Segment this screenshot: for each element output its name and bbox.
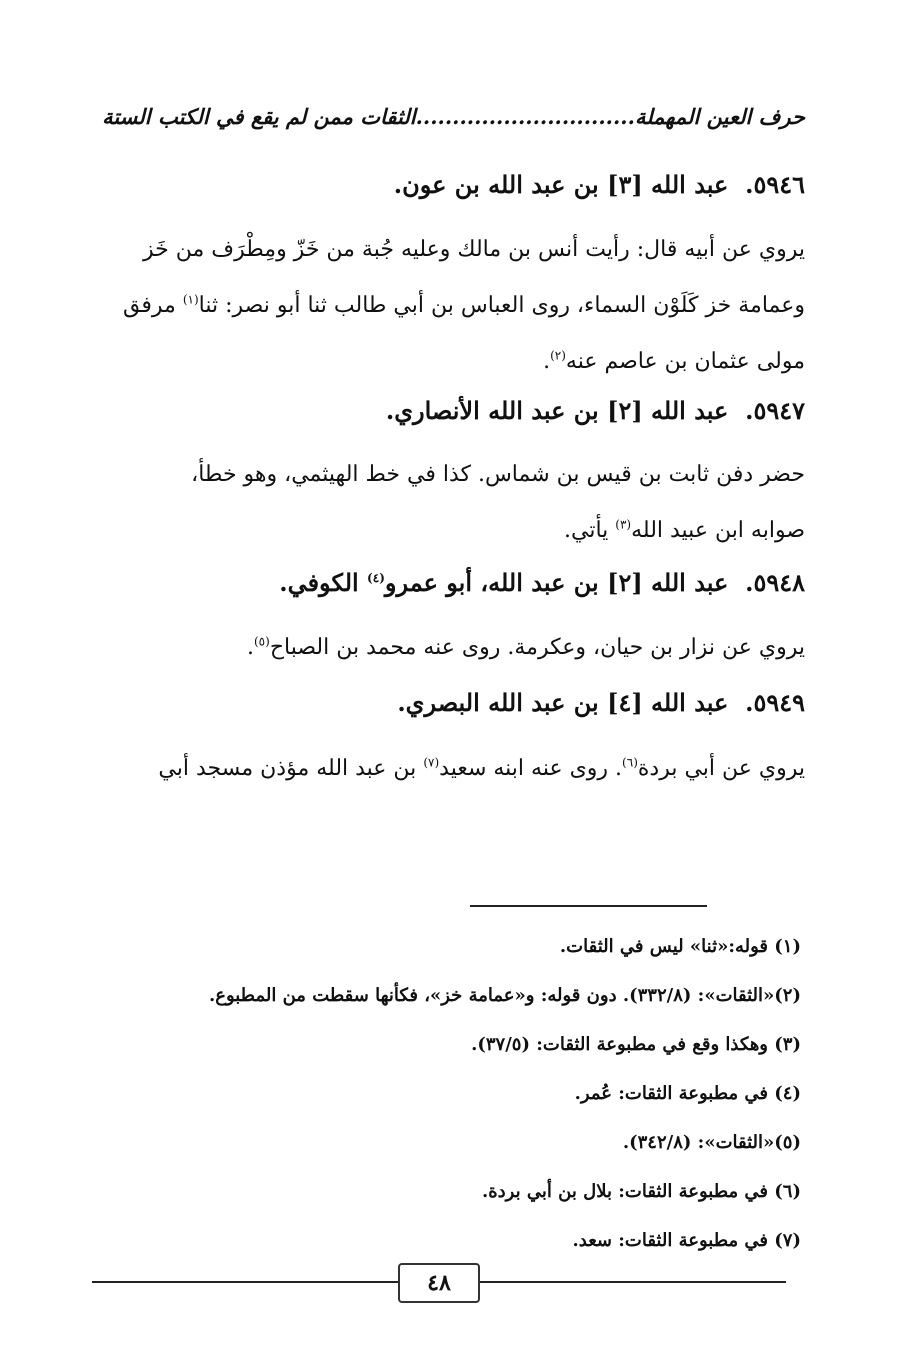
bottom-rule-left [92, 1281, 398, 1283]
running-header [96, 104, 805, 129]
footnote-6: (٦) في مطبوعة الثقات: بلال بن أبي بردة. [481, 1181, 801, 1202]
entry-line: صوابه ابن عبيد الله$^{(٣)}$ يأتي. [564, 517, 805, 543]
entry-number: ٥٩٤٧. [745, 396, 805, 425]
entry-body-5946 [96, 222, 805, 390]
header-chapter: حرف العين المهملة [634, 104, 805, 129]
entry-body-5949 [96, 741, 805, 797]
footnotes [96, 922, 801, 1265]
header-book-title: الثقات ممن لم يقع في الكتب الستة [102, 104, 416, 129]
footnote-5: (٥)«الثقات»: (٣٤٢/٨). [622, 1132, 801, 1153]
entry-number: ٥٩٤٨. [745, 568, 805, 597]
footnote-7: (٧) في مطبوعة الثقات: سعد. [572, 1230, 801, 1251]
footnote-1: (١) قوله:«ثنا» ليس في الثقات. [559, 936, 801, 957]
footnote-3: (٣) وهكذا وقع في مطبوعة الثقات: (٣٧/٥). [471, 1034, 801, 1055]
footnote-ref: (٦) [622, 755, 638, 770]
entry-body-5948 [96, 620, 805, 676]
page-number: ٤٨ [398, 1263, 480, 1303]
header-dots: .............................. [415, 104, 635, 129]
entry-line: يروي عن أبيه قال: رأيت أنس بن مالك وعليه جُبة من خَزّ ومِطْرَف من خَز [143, 237, 805, 262]
entry-line: يروي عن أبي بردة$^{(٦)}$. روى عنه ابنه سعيد$^{(٧)}$ بن عبد الله مؤذن مسجد أبي [158, 755, 805, 781]
footnote-ref: (١) [182, 292, 199, 307]
entry-title-5948: ٥٩٤٨. عبد الله [٢] بن عبد الله، أبو عمرو$^{(٤)}$ الكوفي. [279, 568, 805, 597]
footnote-ref: (٢) [550, 348, 566, 363]
entry-line: حضر دفن ثابت بن قيس بن شماس. كذا في خط الهيثمي، وهو خطأ، [191, 462, 805, 487]
entry-title-5949 [96, 688, 805, 717]
entry-body-5947 [96, 447, 805, 559]
footnote-separator [470, 905, 707, 907]
bottom-rule-right [480, 1281, 786, 1283]
footnote-ref: (٧) [423, 755, 440, 770]
footnote-ref: (٣) [615, 517, 632, 532]
footnote-ref: (٥) [253, 634, 270, 649]
entry-number: ٥٩٤٦. [745, 170, 805, 199]
entry-title-5946 [96, 170, 805, 199]
entry-name: عبد الله [٣] بن عبد الله بن عون. [393, 170, 729, 199]
entry-line: وعمامة خز كَلَوْن السماء، روى العباس بن أبي طالب ثنا أبو نصر: ثنا$^{(١)}$ مرفق [123, 292, 805, 318]
entry-name: عبد الله [٤] بن عبد الله البصري. [397, 688, 729, 717]
footnote-ref: (٤) [367, 571, 385, 585]
entry-name: عبد الله [٢] بن عبد الله، أبو عمرو [384, 568, 729, 597]
entry-line: مولى عثمان بن عاصم عنه$^{(٢)}$. [543, 348, 805, 374]
entry-number: ٥٩٤٩. [745, 688, 805, 717]
entry-title-5947 [96, 396, 805, 425]
entry-line: يروي عن نزار بن حيان، وعكرمة. روى عنه محمد بن الصباح$^{(٥)}$. [246, 634, 805, 660]
footnote-4: (٤) في مطبوعة الثقات: عُمر. [574, 1083, 801, 1104]
footnote-2: (٢)«الثقات»: (٣٣٢/٨). دون قوله: و«عمامة خز»، فكأنها سقطت من المطبوع. [208, 985, 801, 1006]
entry-name: عبد الله [٢] بن عبد الله الأنصاري. [385, 396, 729, 425]
